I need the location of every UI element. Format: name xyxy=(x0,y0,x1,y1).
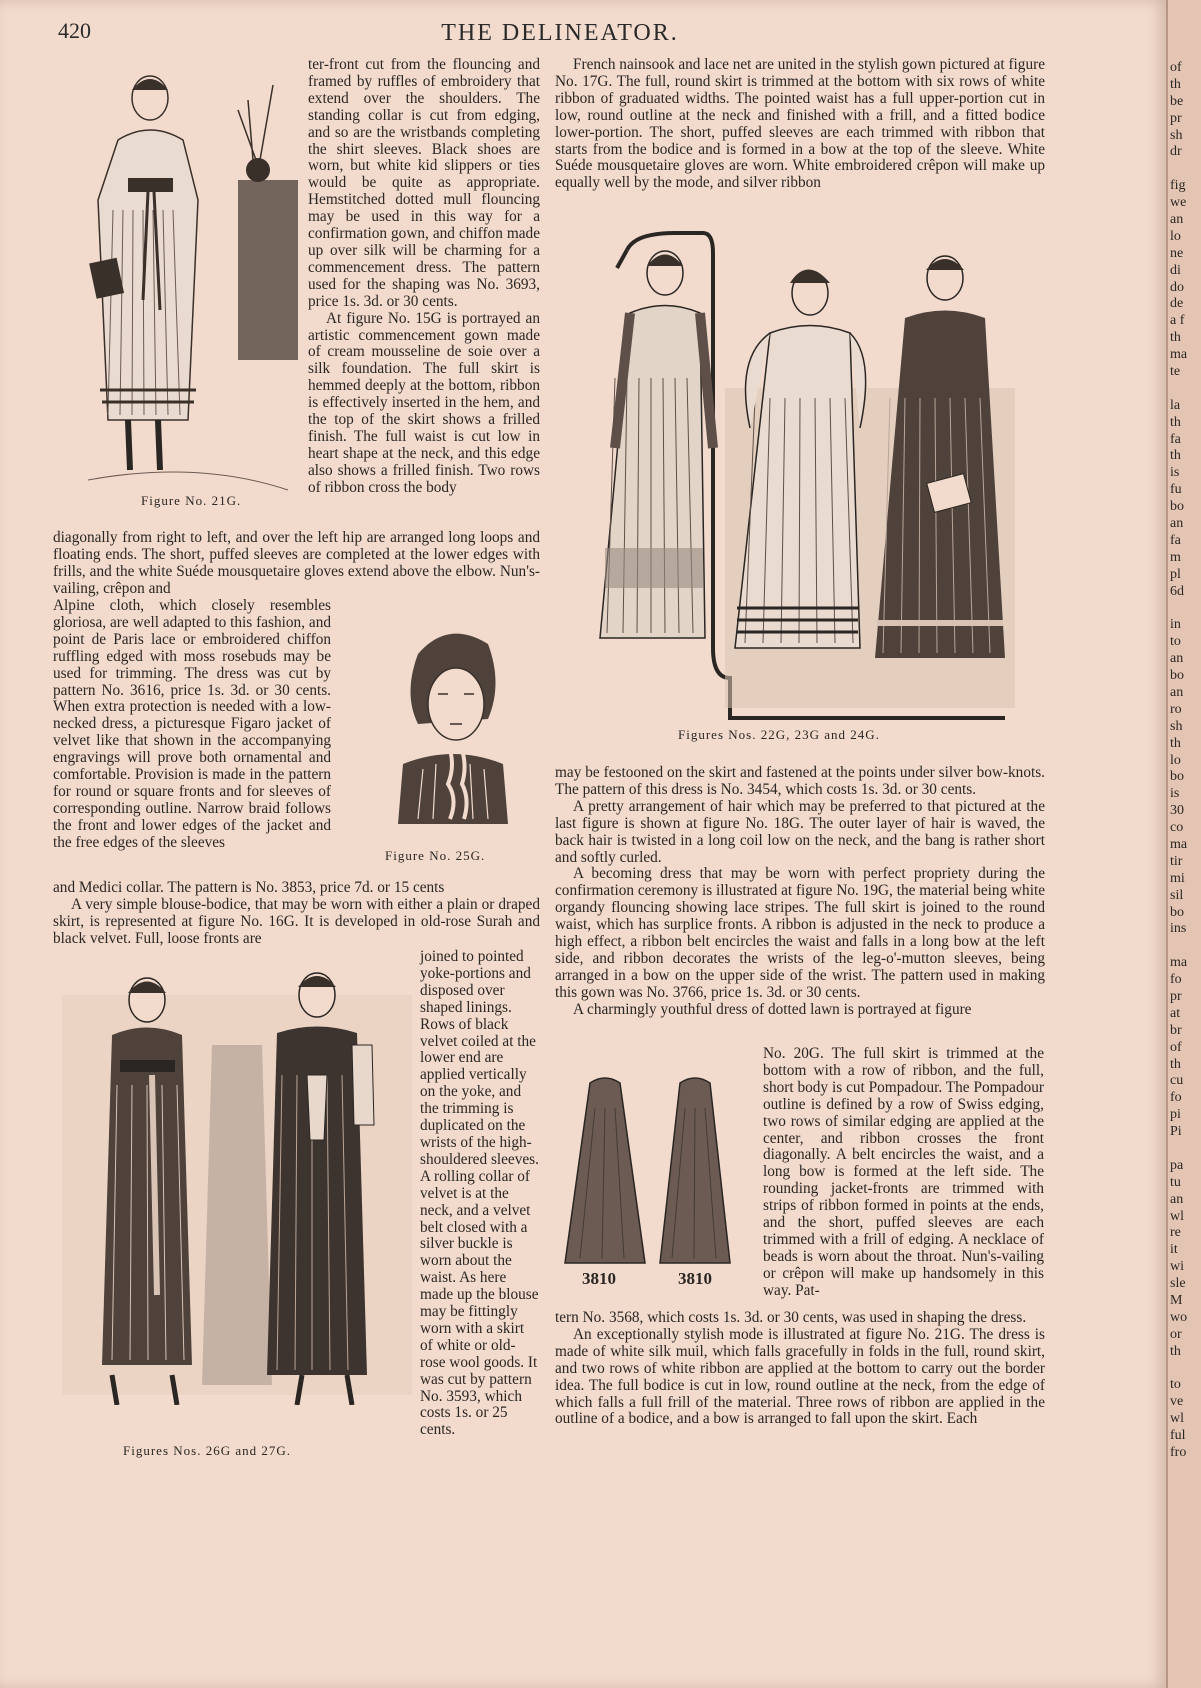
edge-fragment: bo xyxy=(1170,769,1184,785)
edge-fragment: ins xyxy=(1170,921,1187,937)
edge-fragment: an xyxy=(1170,651,1184,667)
edge-fragment: fa xyxy=(1170,431,1181,447)
edge-fragment: mi xyxy=(1170,870,1185,886)
edge-fragment: a f xyxy=(1170,313,1185,329)
edge-fragment: we xyxy=(1170,195,1187,211)
edge-fragment: ve xyxy=(1170,1394,1184,1410)
edge-fragment: br xyxy=(1170,1022,1182,1038)
edge-fragment: ma xyxy=(1170,347,1188,363)
edge-fragment: M xyxy=(1170,1293,1183,1309)
edge-fragment: in xyxy=(1170,617,1181,633)
edge-fragment: an xyxy=(1170,684,1184,700)
edge-fragment: sle xyxy=(1170,1276,1186,1292)
paragraph: may be festooned on the skirt and fastened at the points under silver bow-knots. The pattern of this dress is No. 3454, which costs 1s. 3d. or 30 cents. xyxy=(555,764,1045,798)
edge-fragment: fig xyxy=(1170,178,1186,194)
figure-25g-caption: Figure No. 25G. xyxy=(385,848,486,863)
edge-fragment: th xyxy=(1170,330,1181,346)
paragraph: ter-front cut from the flouncing and framed by ruffles of embroidery that extend over the shoulders. The standing collar is cut from edging, and so are the wristbands completing the shirt sleeves. Black shoes are worn, but white kid slippers or ties would be quite as appropriate. Hemstitched dotted mull flouncing may be used in this way for a confirmation gown, and chiffon made up over silk will be charming for a commencement dress. The pattern used for the shaping was No. 3693, price 1s. 3d. or 30 cents. xyxy=(308,56,540,310)
edge-fragment: cu xyxy=(1170,1073,1184,1089)
pattern-number-right: 3810 xyxy=(678,1269,712,1288)
edge-fragment: fa xyxy=(1170,532,1181,548)
edge-fragment: it xyxy=(1170,1242,1178,1258)
paragraph: A pretty arrangement of hair which may be preferred to that pictured at the last figure is shown at figure No. 18G. The outer layer of hair is waved, the back hair is twisted in a long coil low on the neck, and the bang is rather short and softly curled. xyxy=(555,797,1045,866)
edge-fragment: 6d xyxy=(1170,583,1184,599)
column1-top-text xyxy=(308,57,540,497)
edge-fragment: di xyxy=(1170,262,1181,278)
figures-26g-27g-illustration xyxy=(62,965,412,1405)
edge-fragment: m xyxy=(1170,549,1181,565)
edge-fragment: th xyxy=(1170,76,1181,92)
column2-narrow-text xyxy=(763,1046,1044,1300)
edge-fragment: at xyxy=(1170,1005,1181,1021)
edge-fragment: co xyxy=(1170,820,1184,836)
paragraph: A becoming dress that may be worn with perfect propriety during the confirmation ceremony is illustrated at figure No. 19G, the material being white organdy flouncing showing lace stripes. The full skirt is joined to the round waist, which has surplice fronts. A ribbon is adjusted in the neck to produce a high effect, a ribbon belt encircles the waist and falls in a long bow at the left side, and ribbon decorates the wrists of the leg-o'-mutton sleeves, being arranged in a bow on the upper side of the wrist. The pattern used in making this gown was No. 3766, price 1s. 3d. or 30 cents. xyxy=(555,865,1045,1001)
paragraph: tern No. 3568, which costs 1s. 3d. or 30 cents, was used in shaping the dress. xyxy=(555,1309,1027,1326)
pattern-3810-illustration xyxy=(560,1068,760,1293)
edge-fragment: dr xyxy=(1170,144,1182,160)
column2-mid-text xyxy=(555,765,1045,1019)
edge-fragment: ma xyxy=(1170,836,1188,852)
edge-fragment: la xyxy=(1170,397,1181,413)
paragraph: diagonally from right to left, and over the left hip are arranged long loops and floating ends. The short, puffed sleeves are completed at the lower edges with frills, and the white Suéde mousquetaire gloves extend above the elbow. Nun's-vailing, crêpon and xyxy=(53,529,540,597)
edge-fragment xyxy=(1170,1141,1201,1158)
edge-fragment: is xyxy=(1170,786,1180,802)
edge-fragment: ne xyxy=(1170,245,1184,261)
edge-fragment: pl xyxy=(1170,566,1181,582)
edge-fragment xyxy=(1170,381,1201,398)
figure-21g-caption: Figure No. 21G. xyxy=(141,493,242,508)
paragraph: and Medici collar. The pattern is No. 3853, price 7d. or 15 cents xyxy=(53,879,445,896)
edge-fragment: to xyxy=(1170,1377,1181,1393)
paragraph: An exceptionally stylish mode is illustrated at figure No. 21G. The dress is made of white silk muil, which falls gracefully in folds in the full, round skirt, and two rows of white ribbon are applied at the bottom to carry out the border idea. The full bodice is cut in low, round outline at the neck, from the edge of which falls a full frill of the material. Three rows of ribbon are applied in the outline of a bodice, and a bow is arranged to fall upon the skirt. Each xyxy=(555,1325,1045,1428)
column1-wide-text-2 xyxy=(53,880,540,948)
edge-fragment: fo xyxy=(1170,972,1182,988)
edge-fragment: bo xyxy=(1170,499,1184,515)
edge-fragment: wi xyxy=(1170,1259,1184,1275)
edge-fragment: be xyxy=(1170,93,1184,109)
paragraph: At figure No. 15G is portrayed an artistic commencement gown made of cream mousseline de soie over a silk foundation. The full skirt is hemmed deeply at the bottom, ribbon is effectively inserted in the hem, and the top of the skirt shows a frilled finish. The full waist is cut low in heart shape at the neck, and this edge also shows a frilled finish. Two rows of ribbon cross the body xyxy=(308,309,540,496)
edge-fragment: pr xyxy=(1170,988,1182,1004)
edge-fragment: is xyxy=(1170,465,1180,481)
edge-fragment: 30 xyxy=(1170,803,1184,819)
edge-fragment: fu xyxy=(1170,482,1182,498)
paragraph: Alpine cloth, which closely resembles gloriosa, are well adapted to this fashion, and point de Paris lace or embroidered chiffon ruffling edged with moss rosebuds may be used for trimming. The dress was cut by pattern No. 3616, price 1s. 3d. or 30 cents. When extra protection is needed with a low-necked dress, a picturesque Figaro jacket of velvet like that shown in the accompanying engravings will prove both ornamental and comfortable. Provision is made in the pattern for round or square fronts and for sleeves of corresponding outline. Narrow braid follows the front and lower edges of the jacket and the free edges of the sleeves xyxy=(53,597,331,851)
column2-top-text xyxy=(555,57,1045,192)
edge-fragment: an xyxy=(1170,212,1184,228)
edge-fragment: th xyxy=(1170,448,1181,464)
column1-wide-text xyxy=(53,530,540,598)
column1-narrow-text xyxy=(420,949,539,1439)
edge-fragment: to xyxy=(1170,634,1181,650)
edge-fragment: fo xyxy=(1170,1090,1182,1106)
edge-fragment: de xyxy=(1170,296,1184,312)
edge-fragment: lo xyxy=(1170,752,1181,768)
paragraph: A charmingly youthful dress of dotted lawn is portrayed at figure xyxy=(573,1000,972,1018)
pattern-number-left: 3810 xyxy=(582,1269,616,1288)
edge-fragment: of xyxy=(1170,60,1182,75)
paragraph: joined to pointed yoke-portions and disposed over shaped linings. Rows of black velvet coiled at the lower end are applied vertically on the yoke, and the trimming is duplicated on the wrists of the high-shouldered sleeves. A rolling collar of velvet is at the neck, and a velvet belt closed with a silver buckle is worn about the waist. As here made up the blouse may be fittingly worn with a skirt of white or old-rose wool goods. It was cut by pattern No. 3593, which costs 1s. or 25 cents. xyxy=(420,948,539,1439)
edge-fragment: te xyxy=(1170,364,1181,380)
edge-fragment: th xyxy=(1170,735,1181,751)
paragraph: No. 20G. The full skirt is trimmed at the bottom with a row of ribbon, and the full, short body is cut Pompadour. The Pompadour outline is defined by a row of Swiss edging, two rows of similar edging are applied at the center, and ribbon crosses the front diagonally. A belt encircles the waist, and a long bow is formed at the left side. The rounding jacket-fronts are trimmed with strips of ribbon formed in points at the ends, and the short, puffed sleeves are each trimmed with a frill of edging. A necklace of beads is worn about the throat. Nun's-vailing or crêpon will make up handsomely in this way. Pat- xyxy=(763,1045,1044,1299)
edge-fragment xyxy=(1170,601,1201,618)
page-number: 420 xyxy=(58,18,91,43)
adjacent-page-text-fragments xyxy=(1170,60,1201,1462)
figures-26g-27g-caption: Figures Nos. 26G and 27G. xyxy=(123,1443,291,1458)
edge-fragment xyxy=(1170,1361,1201,1378)
edge-fragment: th xyxy=(1170,414,1181,430)
edge-fragment: ful xyxy=(1170,1428,1186,1444)
edge-fragment: sil xyxy=(1170,887,1184,903)
edge-fragment: ro xyxy=(1170,701,1182,717)
figures-22g-24g-caption: Figures Nos. 22G, 23G and 24G. xyxy=(678,727,880,742)
figure-25g-illustration xyxy=(378,614,520,824)
edge-fragment: th xyxy=(1170,1343,1181,1359)
running-head-title: THE DELINEATOR. xyxy=(441,20,679,46)
figure-21g-illustration xyxy=(88,60,310,520)
edge-fragment: pa xyxy=(1170,1157,1184,1173)
edge-fragment: bo xyxy=(1170,668,1184,684)
edge-fragment: tir xyxy=(1170,853,1183,869)
edge-fragment: or xyxy=(1170,1326,1182,1342)
edge-fragment: wo xyxy=(1170,1309,1188,1325)
edge-fragment: ma xyxy=(1170,955,1188,971)
edge-fragment: wl xyxy=(1170,1411,1184,1427)
edge-fragment: of xyxy=(1170,1039,1182,1055)
edge-fragment xyxy=(1170,161,1201,178)
edge-fragment: lo xyxy=(1170,228,1181,244)
figures-22g-24g-illustration xyxy=(585,228,1023,723)
edge-fragment: sh xyxy=(1170,718,1183,734)
column1-mid-text xyxy=(53,598,331,852)
edge-fragment: th xyxy=(1170,1056,1181,1072)
edge-fragment: tu xyxy=(1170,1174,1181,1190)
paragraph: French nainsook and lace net are united in the stylish gown pictured at figure No. 17G. The full, round skirt is trimmed at the bottom with six rows of white ribbon of graduated widths. The pointed waist has a full upper-portion cut in low, round outline at the neck and finished with a frill, and a fitted bodice lower-portion. The short, puffed sleeves are each trimmed with ribbon that starts from the bodice and is formed in a bow at the top of the sleeve. White Suéde mousquetaire gloves are worn. White embroidered crêpon will make up equally well by the mode, and silver ribbon xyxy=(555,56,1045,192)
edge-fragment: sh xyxy=(1170,127,1183,143)
edge-fragment: do xyxy=(1170,279,1184,295)
edge-fragment: an xyxy=(1170,1191,1184,1207)
edge-fragment xyxy=(1170,938,1201,955)
edge-fragment: Pi xyxy=(1170,1124,1182,1140)
edge-fragment: fro xyxy=(1170,1445,1187,1461)
edge-fragment: pr xyxy=(1170,110,1182,126)
column2-bottom-text xyxy=(555,1310,1045,1428)
edge-fragment: re xyxy=(1170,1225,1181,1241)
paragraph: A very simple blouse-bodice, that may be worn with either a plain or draped skirt, is represented at figure No. 16G. It is developed in old-rose Surah and black velvet. Full, loose fronts are xyxy=(53,895,540,947)
edge-fragment: wl xyxy=(1170,1208,1184,1224)
edge-fragment: bo xyxy=(1170,904,1184,920)
edge-fragment: pi xyxy=(1170,1107,1181,1123)
edge-fragment: an xyxy=(1170,516,1184,532)
